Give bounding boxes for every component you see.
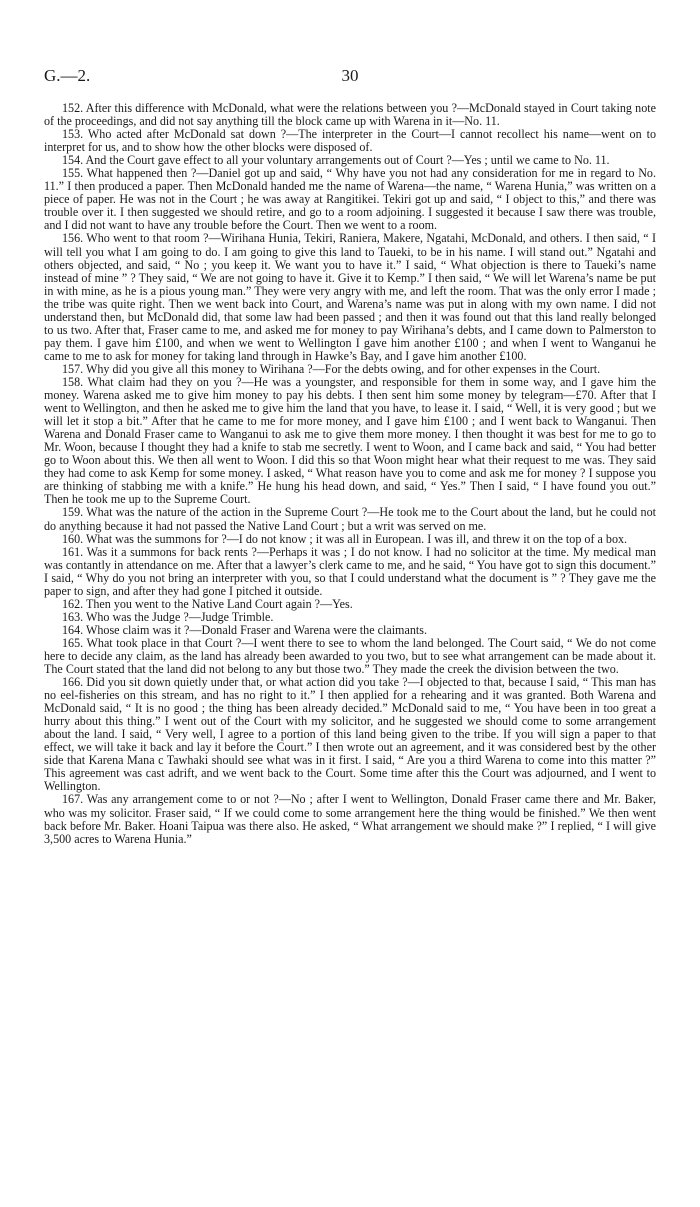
paragraph-152: 152. After this difference with McDonald, what were the relations between you ?—McDonald stayed in Court taking note of the proceedings, and did not say anything till the block came up with Warena in it—No. 11. bbox=[44, 101, 656, 129]
paragraph-160: 160. What was the summons for ?—I do not know ; it was all in European. I was ill, and threw it on the top of a box. bbox=[62, 531, 628, 546]
document-reference: G.—2. bbox=[44, 66, 91, 85]
paragraph-159: 159. What was the nature of the action in the Supreme Court ?—He took me to the Court about the land, but he could not do anything because it had not passed the Native Land Court ; but a writ was served on me. bbox=[44, 505, 656, 533]
page-header bbox=[44, 66, 656, 90]
paragraph-156: 156. Who went to that room ?—Wirihana Hunia, Tekiri, Raniera, Makere, Ngatahi, McDonald, and others. I then said, “ I will tell you what I am going to do. I am going to give this land to Taueki, to be in his name. I will stand out.” Ngatahi and others objected, and said, “ No ; you keep it. We want you to have it.” I said, “ What objection is there to Taueki’s name instead of mine ” ? They said, “ We are not going to have it. Give it to Kemp.” I then said, “ We will let Warena’s name be put in with mine, as he is a pious young man.” They were very angry with me, and left the room. That was the only error I made ; the tribe was quite right. Then we went back into Court, and Warena’s name was put in along with my own name. I did not understand then, but McDonald did, that some law had been passed ; and then it was found out that this land really belonged to us two. After that, Fraser came to me, and asked me for money to pay Wirihana’s debts, and I came down to Palmerston to pay them. I gave him £100, and when we went to Wellington I gave him another £100 ; and when I went to Wanganui he came to me to ask for money for taking land through in Hawke’s Bay, and I gave him another £100. bbox=[44, 231, 656, 363]
paragraph-155: 155. What happened then ?—Daniel got up and said, “ Why have you not had any consideration for me in regard to No. 11.” I then produced a paper. Then McDonald handed me the name of Warena—the name, “ Warena Hunia,” was written on a piece of paper. He was not in the Court ; he was away at Rangitikei. Tekiri got up and said, “ I object to this,” and there was trouble over it. I then suggested we should retire, and go to a room adjoining. I suggested it because I saw there was trouble, and I did not want to have any trouble before the Court. Then we went to a room. bbox=[44, 166, 656, 233]
paragraph-164: 164. Whose claim was it ?—Donald Fraser and Warena were the claimants. bbox=[62, 622, 427, 637]
testimony-body bbox=[44, 102, 656, 846]
paragraph-163: 163. Who was the Judge ?—Judge Trimble. bbox=[62, 609, 274, 624]
paragraph-153: 153. Who acted after McDonald sat down ?—The interpreter in the Court—I cannot recollect his name—went on to interpret for us, and to show how the other blocks were disposed of. bbox=[44, 127, 656, 155]
paragraph-162: 162. Then you went to the Native Land Court again ?—Yes. bbox=[62, 596, 353, 611]
paragraph-158: 158. What claim had they on you ?—He was a youngster, and responsible for them in some way, and I gave him the money. Warena asked me to give him money to pay his debts. I then sent him some money by telegram—£70. After that I went to Wellington, and then he asked me to give him the land that you have, to lease it. I said, “ Well, it is very good ; but we will let it stop a bit.” After that he came to me for more money, and I gave him £100 ; and I went back to Wanganui. Then Warena and Donald Fraser came to Wanganui to ask me to give them more money. I then thought it was best for me to go to Mr. Woon, because I thought they had a knife to stab me secretly. I went to Woon, and I came back and said, “ You had better go to Woon about this. We then all went to Woon. I did this so that Woon might hear what their request to me was. They said they had come to ask Kemp for some money. I asked, “ What reason have you to come and ask me for money ? I suppose you are thinking of stabbing me with a knife.” He hung his head down, and said, “ Yes.” Then I said, “ I have found you out.” Then he took me up to the Supreme Court. bbox=[44, 374, 656, 507]
paragraph-166: 166. Did you sit down quietly under that, or what action did you take ?—I objected to that, because I said, “ This man has no eel-fisheries on this stream, and has no right to it.” I then applied for a rehearing and it was granted. Both Warena and McDonald said, “ It is no good ; the thing has been already decided.” McDonald said to me, “ You have been in too great a hurry about this thing.” I went out of the Court with my solicitor, and he suggested we should come to some arrangement about the land. I said, “ Very well, I agree to a portion of this land being given to the tribe. If you will sign a paper to that effect, we will take it back and lay it before the Court.” I then wrote out an agreement, and it was considered best by the other side that Karena Mana c Tawhaki should see what was in it first. I said, “ Are you a third Warena to come into this matter ?” This agreement was cast adrift, and we went back to the Court. Some time after this the Court was adjourned, and I went to Wellington. bbox=[44, 675, 656, 794]
paragraph-154: 154. And the Court gave effect to all your voluntary arrangements out of Court ?—Yes ; until we came to No. 11. bbox=[62, 153, 610, 168]
paragraph-165: 165. What took place in that Court ?—I went there to see to whom the land belonged. The Court said, “ We do not come here to decide any claim, as the land has already been awarded to you two, but to see what arrangement can be made about it. The Court stated that the land did not belong to any but those two.” They made the creek the division between the two. bbox=[44, 635, 656, 677]
page-number: 30 bbox=[341, 66, 359, 85]
paragraph-167: 167. Was any arrangement come to or not ?—No ; after I went to Wellington, Donald Fraser came there and Mr. Baker, who was my solicitor. Fraser said, “ If we could come to some arrangement here the thing would be finished.” We then went back before Mr. Baker. Hoani Taipua was there also. He asked, “ What arrangement we should make ?” I replied, “ I will give 3,500 acres to Warena Hunia.” bbox=[44, 792, 656, 846]
paragraph-161: 161. Was it a summons for back rents ?—Perhaps it was ; I do not know. I had no solicitor at the time. My medical man was contantly in attendance on me. After that a lawyer’s clerk came to me, and he said, “ You have got to sign this document.” I said, “ Why do you not bring an interpreter with you, so that I could understand what the document is ” ? They gave me the paper to sign, and after they had gone I pitched it outside. bbox=[44, 544, 656, 598]
paragraph-157: 157. Why did you give all this money to Wirihana ?—For the debts owing, and for other expenses in the Court. bbox=[62, 361, 601, 376]
